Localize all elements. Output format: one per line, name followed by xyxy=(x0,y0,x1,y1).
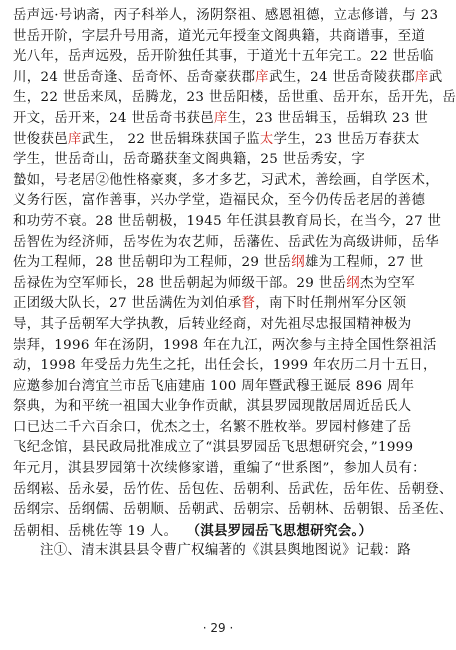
text-segment: 雄为工程师，27 世 xyxy=(305,255,424,271)
text-line xyxy=(13,150,425,171)
footnote-line: 注①、清末淇县县令曹广权编著的《淇县舆地图说》记载：路 xyxy=(40,543,411,559)
highlighted-char: 庠 xyxy=(414,69,429,85)
text-line: 岳纲宗、岳纲儒、岳朝顺、岳朝武、岳朝宗、岳朝林、岳朝银、岳圣佐、 xyxy=(13,502,453,518)
document-body xyxy=(13,6,456,562)
text-line: 应邀参加台湾宜兰市岳飞庙建庙 100 周年暨武穆王诞辰 896 周年 xyxy=(13,378,415,394)
text-line: 蟄如，号老居②他性格豪爽，多才多艺，习武术，善绘画，自学医术， xyxy=(13,172,439,188)
text-line: 义务行医，富作善事，兴办学堂，造福民众，至今仍传岳老居的善德 xyxy=(13,193,426,209)
text-line: 岳纲崧、岳永晏，岳竹佐、岳包佐、岳朝利、岳武佐，岳年佐、岳朝登、 xyxy=(13,481,453,497)
text-line: 崇拜，1996 年在汤阴，1998 年在九江，两次参与主持全国性祭祖活 xyxy=(13,337,437,353)
text-segment: 学生，23 世岳万春获太 xyxy=(273,131,420,147)
text-line xyxy=(13,274,425,295)
text-segment: 佐为工程师，28 世岳朝印为工程师，29 世岳 xyxy=(13,255,292,271)
text-line xyxy=(13,521,425,542)
text-segment: 正团级大队长，27 世岳满佐为刘伯承 xyxy=(13,296,242,312)
highlighted-char: 太 xyxy=(259,131,274,147)
text-segment: 世岳奇山，岳奇璐获奎文阁典籍，25 世岳秀安，字 xyxy=(54,152,366,168)
text-line xyxy=(13,253,425,274)
page-number: · 29 · xyxy=(202,621,234,635)
text-line: 动，1998 年受岳力先生之托，出任会长，1999 年农历二月十五日， xyxy=(13,358,437,374)
highlighted-char: 瞀 xyxy=(241,296,256,312)
text-line xyxy=(13,109,429,130)
attribution-note: （淇县罗园岳飞思想研究会。） xyxy=(186,522,373,539)
highlighted-char: 纲 xyxy=(291,255,306,271)
text-line xyxy=(13,130,425,151)
text-line: 光八年，岳声远殁，岳开阶独任其事，于道光十五年完工。22 世岳临 xyxy=(13,49,434,65)
text-segment: 学生， xyxy=(13,152,55,168)
text-segment: 开文，岳开来，24 世岳奇书获邑 xyxy=(13,110,214,126)
text-line: 祭典，为和平统一祖国大业争作贡献，淇县罗园现散居周近岳氏人 xyxy=(13,399,412,415)
text-line: 飞纪念馆，县民政局批准成立了“淇县罗园岳飞思想研究会，”1999 xyxy=(13,440,414,456)
text-line: 岳声远·号讷斋，丙子科举人，汤阴祭祖、感恩祖德，立志修谱，与 23 xyxy=(13,8,439,23)
text-segment: 武生， 22 世岳辑珠获国子监 xyxy=(81,131,260,147)
highlighted-char: 纲 xyxy=(346,275,360,291)
text-line xyxy=(13,68,443,89)
text-line: 和功劳不衰。28 世岳朝极，1945 年任淇县教育局长，在当今，27 世 xyxy=(13,213,442,229)
text-segment: 岳禄佐为空军师长，28 世岳朝起为师级干部。29 世岳 xyxy=(13,275,347,291)
text-line: 年元月，淇县罗园第十次续修家谱，重编了“世系图”，参加人员有： xyxy=(13,461,426,477)
text-line xyxy=(13,294,425,315)
text-segment: 杰为空军 xyxy=(360,275,415,291)
text-line: 岳智佐为经济师，岳岑佐为农艺师，岳藩佐、岳武佐为高级讲师，岳华 xyxy=(13,234,439,250)
text-segment: ，南下时任荆州军分区领 xyxy=(255,296,407,312)
highlighted-char: 庠 xyxy=(67,131,82,147)
highlighted-char: 庠 xyxy=(213,110,228,126)
text-segment: 岳朝相、岳桃佐等 19 人。 xyxy=(13,523,178,539)
text-segment: 生，23 世岳辑玉，岳辑玖 23 世 xyxy=(227,110,429,126)
text-segment: 武生，24 世岳奇陵获郡 xyxy=(268,69,415,85)
text-segment: 川，24 世岳奇逢、岳奇怀、岳奇豪获郡 xyxy=(13,69,256,85)
text-line: 生，22 世岳来凤，岳腾龙，23 世岳阳楼，岳世重、岳开东，岳开先，岳 xyxy=(13,90,456,106)
text-segment: 世俊获邑 xyxy=(13,131,68,147)
text-segment: 武 xyxy=(428,69,443,85)
text-line: 世岳开阶，字层升号用斋，道光元年授奎文阁典籍，共商谱事，至道 xyxy=(13,28,426,44)
highlighted-char: 庠 xyxy=(255,69,269,85)
text-line: 导，其子岳朝军大学执教，后转业经商，对先祖尽忠报国精神极为 xyxy=(13,316,412,332)
text-line: 口已达二千六百余口，优杰之士，名繁不胜枚举。罗园村修建了岳 xyxy=(13,419,412,435)
